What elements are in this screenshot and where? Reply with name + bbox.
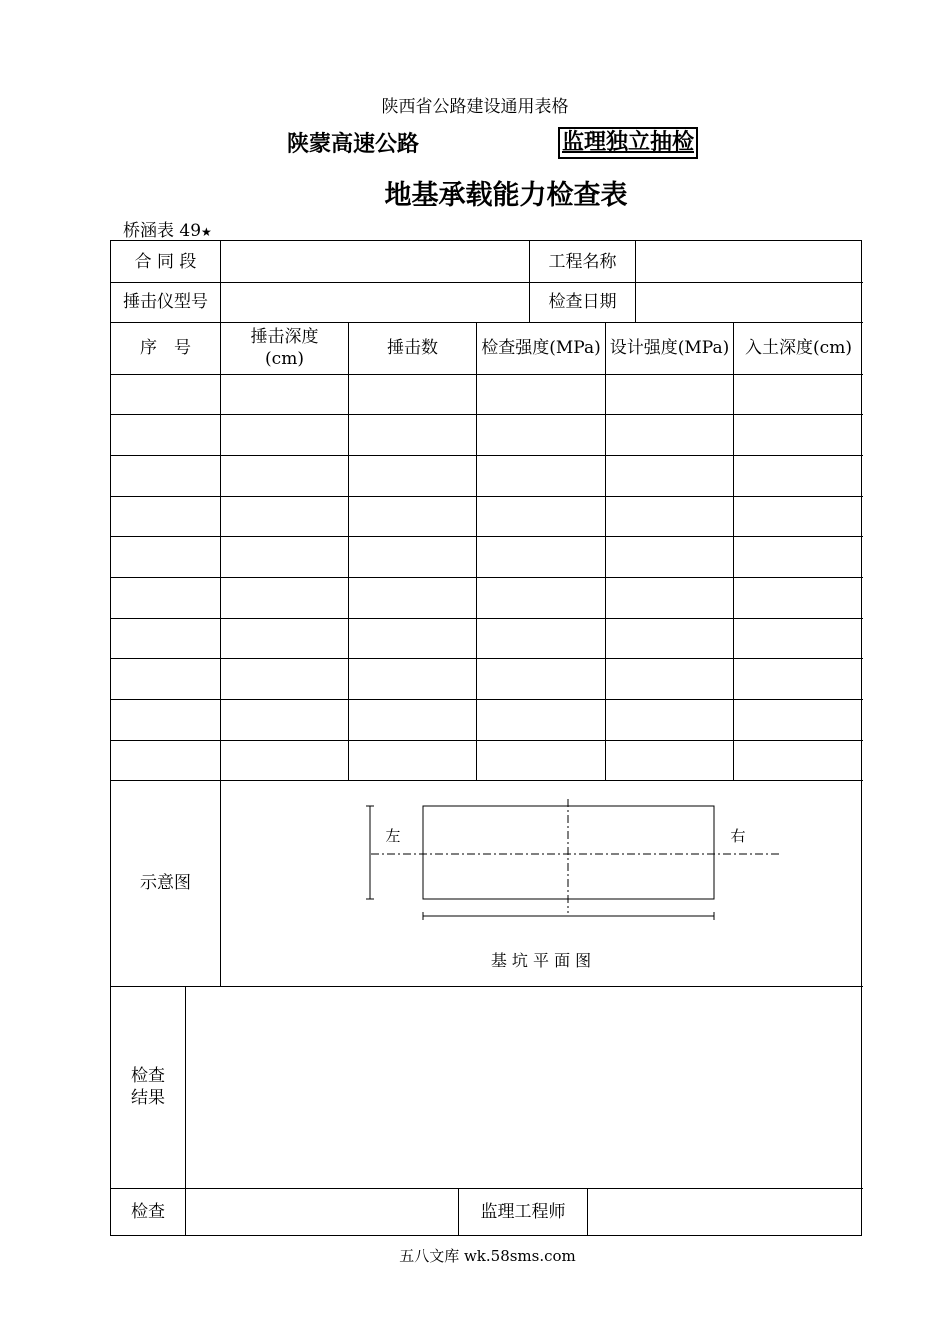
contract-section-label: 合 同 段 — [134, 251, 197, 272]
left-side-label: 左 — [385, 827, 401, 845]
engineer-label: 监理工程师 — [480, 1202, 566, 1222]
form-code — [123, 216, 212, 241]
col-header-embed-depth: 入土深度(cm) — [745, 338, 852, 358]
result-label: 检查 结果 — [131, 1066, 165, 1108]
inspector-label: 检查 — [131, 1202, 165, 1222]
diagram-caption: 基 坑 平 面 图 — [490, 951, 592, 970]
diagram-label: 示意图 — [140, 873, 191, 893]
project-name: 陕蒙高速公路 — [287, 132, 420, 157]
col-header-seq: 序 号 — [140, 338, 191, 358]
instrument-model-label: 捶击仪型号 — [123, 292, 208, 312]
footer-watermark: 五八文库 wk.58sms.com — [399, 1247, 576, 1265]
col-header-hit-depth: 捶击深度 (cm) — [250, 327, 319, 369]
form-code-text: 桥涵表 49 — [123, 221, 202, 241]
check-date-label: 检查日期 — [548, 292, 617, 312]
result-field[interactable] — [186, 986, 863, 1188]
inspection-tag: 监理独立抽检 — [558, 127, 698, 159]
form-title: 地基承载能力检查表 — [384, 180, 628, 211]
engineer-field[interactable] — [588, 1188, 863, 1236]
col-header-check-strength: 检查强度(MPa) — [481, 338, 601, 358]
inspection-form-table — [110, 240, 862, 1236]
right-side-label: 右 — [730, 827, 746, 845]
project-name-label: 工程名称 — [548, 251, 617, 272]
star-icon: ★ — [201, 225, 212, 239]
series-title: 陕西省公路建设通用表格 — [381, 97, 569, 117]
col-header-design-strength: 设计强度(MPa) — [609, 338, 730, 358]
col-header-hit-count: 捶击数 — [387, 338, 438, 358]
inspector-field[interactable] — [186, 1188, 458, 1236]
